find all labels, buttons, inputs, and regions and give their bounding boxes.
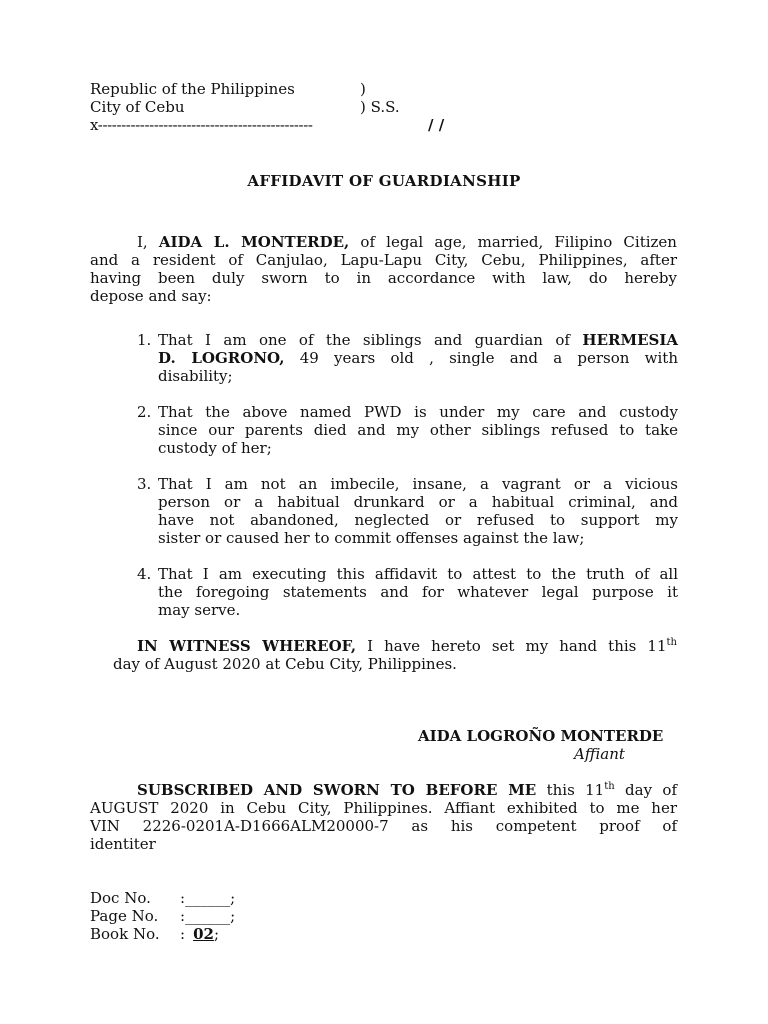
intro-i: I, [137, 233, 148, 251]
item-3-line-1: That I am not an imbecile, insane, a vagrant or a vicious [158, 475, 678, 493]
witness-line-1 [137, 637, 677, 655]
item-4-line-1: That I am executing this affidavit to attest to the truth of all [158, 565, 678, 583]
jurat-line-4: identiter [90, 835, 156, 853]
witness-line1-rest: I have hereto set my hand this 11 [367, 637, 667, 655]
intro-line-1 [137, 233, 677, 251]
page-no-blank: ______ [185, 907, 231, 925]
doc-no-label: Doc No. [90, 889, 151, 907]
header-paren: ) [360, 80, 366, 98]
book-no-label: Book No. [90, 925, 160, 943]
signature-role: Affiant [574, 745, 625, 763]
item-1-line2-rest: 49 years old , single and a person with [299, 349, 678, 367]
item-3-line-2: person or a habitual drunkard or a habitual criminal, and [158, 493, 678, 511]
item-4-number: 4. [137, 565, 152, 583]
signature-name: AIDA LOGROÑO MONTERDE [418, 727, 664, 745]
item-1-line-1 [158, 331, 678, 349]
header-slashes: / / [428, 116, 445, 134]
doc-no-blank: ______ [185, 889, 231, 907]
jurat-line-2: AUGUST 2020 in Cebu City, Philippines. Affiant exhibited to me her [90, 799, 677, 817]
item-2-line-3: custody of her; [158, 439, 272, 457]
document-title: AFFIDAVIT OF GUARDIANSHIP [247, 172, 521, 190]
item-3-text [158, 475, 678, 547]
item-2-line-1: That the above named PWD is under my care and custody [158, 403, 678, 421]
page-no-value [180, 907, 235, 925]
intro-line-2: and a resident of Canjulao, Lapu-Lapu City, Cebu, Philippines, after [90, 251, 677, 269]
item-1-line1-pre: That I am one of the siblings and guardian of [158, 331, 570, 349]
doc-no-colon: : [180, 889, 186, 907]
jurat-sup: th [604, 781, 615, 792]
book-no-colon: : [180, 925, 186, 943]
jurat-line1-rest: this 11 [546, 781, 605, 799]
jurat-line1-end: day of [625, 781, 677, 799]
item-3-line-3: have not abandoned, neglected or refused to support my [158, 511, 678, 529]
witness-bold: IN WITNESS WHEREOF, [137, 637, 357, 655]
item-1-line-2 [158, 349, 678, 367]
book-no-value [180, 925, 219, 943]
item-1-name-part1: HERMESIA [582, 331, 678, 349]
jurat-bold: SUBSCRIBED AND SWORN TO BEFORE ME [137, 781, 537, 799]
item-2-text [158, 403, 678, 457]
book-no-semicolon: ; [213, 925, 219, 943]
header-republic: Republic of the Philippines [90, 80, 295, 98]
intro-affiant-name: AIDA L. MONTERDE, [158, 233, 350, 251]
item-4-text [158, 565, 678, 619]
jurat-line-3: VIN 2226-0201A-D1666ALM20000-7 as his competent proof of [90, 817, 677, 835]
intro-line-4: depose and say: [90, 287, 212, 305]
witness-line-2: day of August 2020 at Cebu City, Philippines. [113, 655, 457, 673]
item-2-line-2: since our parents died and my other siblings refused to take [158, 421, 678, 439]
item-1-line-3: disability; [158, 367, 233, 385]
item-1-text [158, 331, 678, 385]
page-no-colon: : [180, 907, 186, 925]
page-no-label: Page No. [90, 907, 159, 925]
item-2-number: 2. [137, 403, 152, 421]
book-no-number: 02 [193, 925, 214, 943]
intro-line1-rest: of legal age, married, Filipino Citizen [360, 233, 677, 251]
header-city: City of Cebu [90, 98, 185, 116]
witness-sup: th [666, 637, 677, 648]
page-no-semicolon: ; [230, 907, 236, 925]
item-1-name-part2: D. LOGRONO, [158, 349, 285, 367]
header-x-line: x---------------------------------------------- [90, 116, 313, 134]
header-ss: ) S.S. [360, 98, 400, 116]
doc-no-semicolon: ; [230, 889, 236, 907]
intro-line-3: having been duly sworn to in accordance with law, do hereby [90, 269, 677, 287]
doc-no-value [180, 889, 235, 907]
item-4-line-2: the foregoing statements and for whatever legal purpose it [158, 583, 678, 601]
item-4-line-3: may serve. [158, 601, 241, 619]
item-3-line-4: sister or caused her to commit offenses against the law; [158, 529, 585, 547]
item-1-number: 1. [137, 331, 152, 349]
item-3-number: 3. [137, 475, 152, 493]
jurat-line-1 [137, 781, 677, 799]
